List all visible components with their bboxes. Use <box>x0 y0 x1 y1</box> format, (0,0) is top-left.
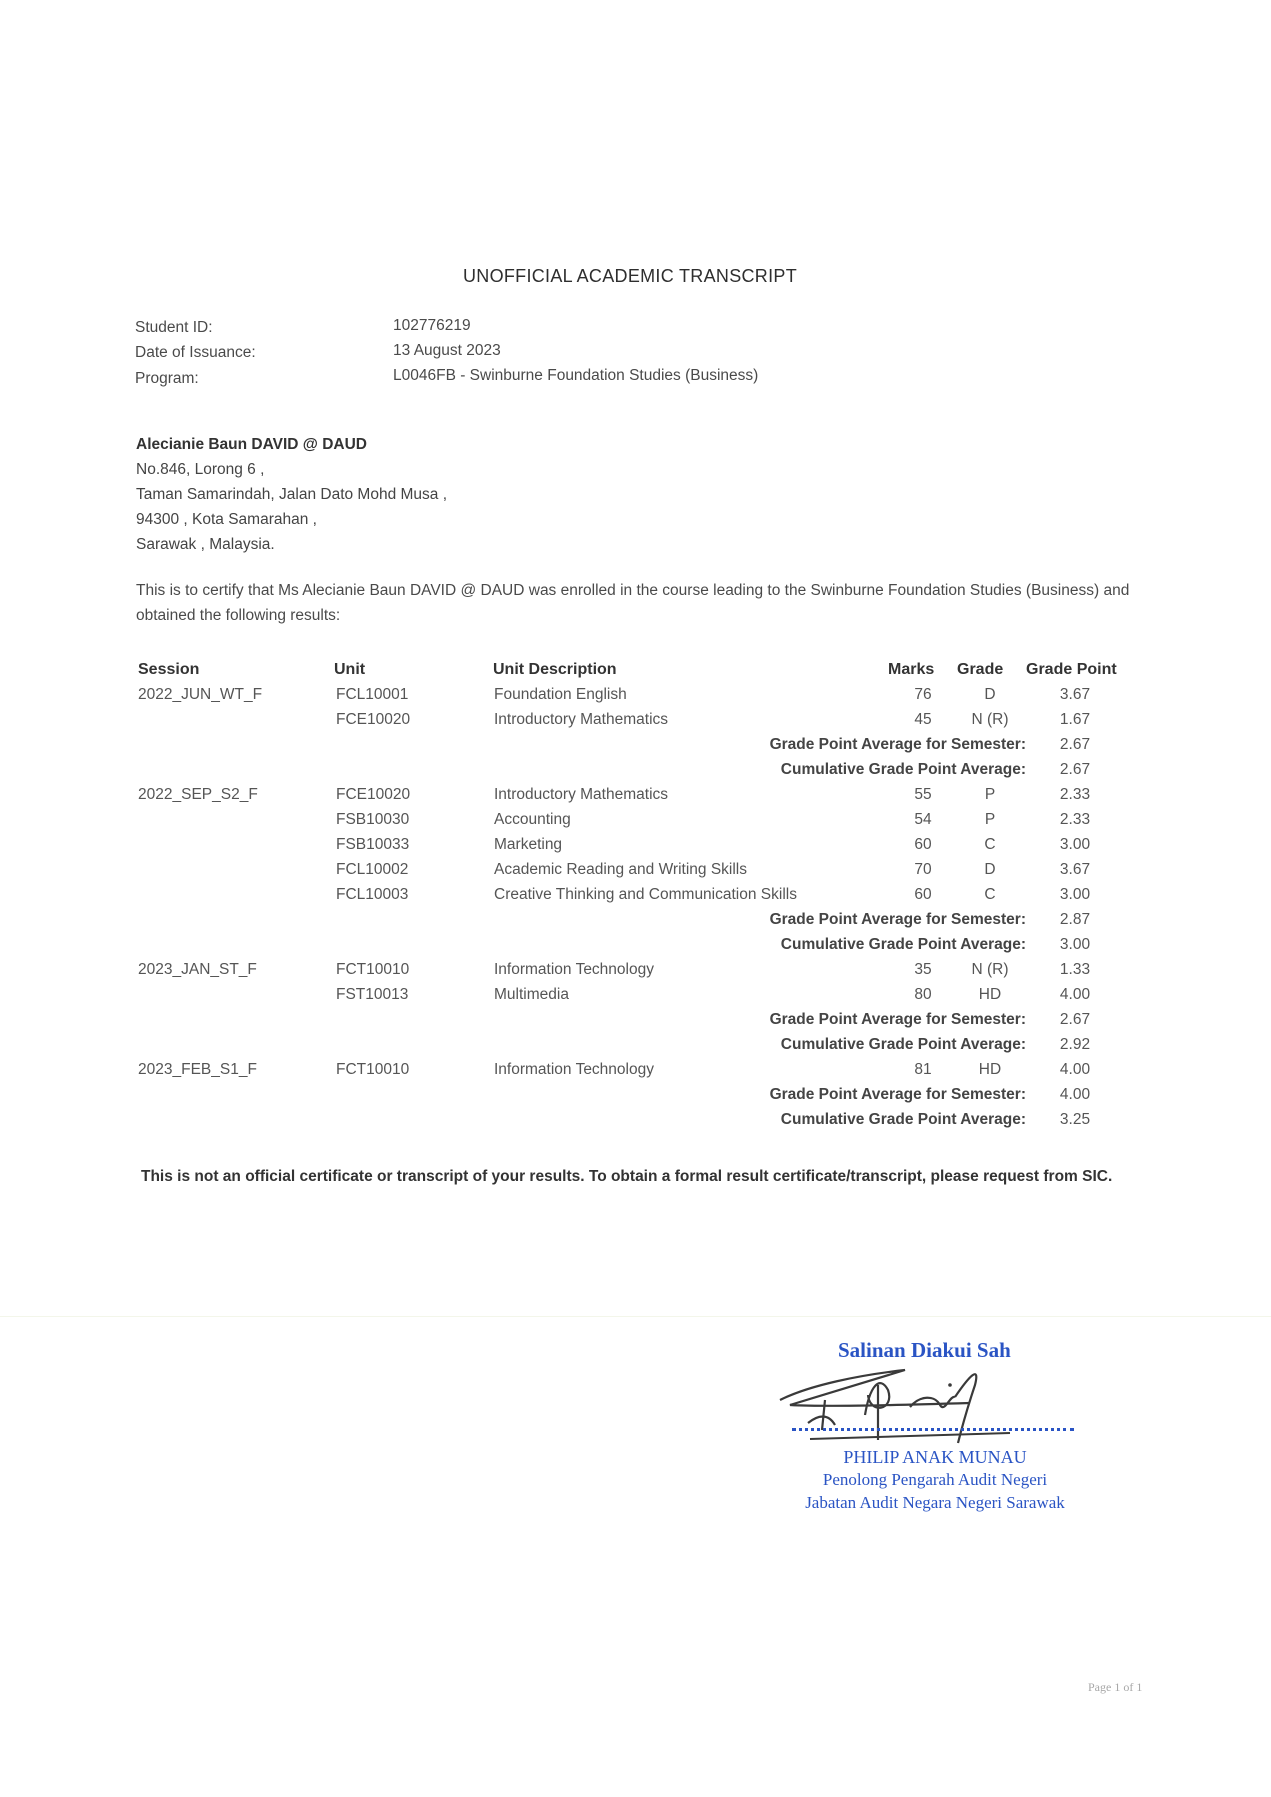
unit-description: Accounting <box>494 811 571 828</box>
unit-marks: 76 <box>914 686 932 703</box>
unit-description: Information Technology <box>494 961 654 978</box>
program-value: L0046FB - Swinburne Foundation Studies (Business) <box>393 367 759 384</box>
unofficial-notice: This is not an official certificate or transcript of your results. To obtain a formal result certificate/transcript, please request from SIC. <box>141 1168 1113 1185</box>
unit-code: FCE10020 <box>336 786 411 803</box>
address-line-2: Taman Samarindah, Jalan Dato Mohd Musa , <box>136 486 448 503</box>
unit-description: Introductory Mathematics <box>494 786 669 803</box>
unit-code: FCL10002 <box>336 861 409 878</box>
cumulative-gpa-value: 3.00 <box>1059 936 1091 953</box>
semester-gpa-value: 2.67 <box>1059 1011 1091 1028</box>
unit-grade: P <box>984 811 996 828</box>
unit-grade: HD <box>978 1061 1002 1078</box>
session-code: 2022_JUN_WT_F <box>138 686 263 703</box>
semester-gpa-value: 2.67 <box>1059 736 1091 753</box>
unit-marks: 55 <box>914 786 932 803</box>
cumulative-gpa-value: 2.67 <box>1059 761 1091 778</box>
issuance-date-label: Date of Issuance: <box>135 344 256 361</box>
unit-marks: 81 <box>914 1061 932 1078</box>
session-code: 2022_SEP_S2_F <box>138 786 258 803</box>
unit-code: FCT10010 <box>336 1061 410 1078</box>
page-number: Page 1 of 1 <box>1088 1680 1143 1694</box>
issuance-date-value: 13 August 2023 <box>393 342 501 359</box>
unit-grade-point: 4.00 <box>1059 1061 1091 1078</box>
semester-gpa-label: Grade Point Average for Semester: <box>769 736 1026 753</box>
address-line-1: No.846, Lorong 6 , <box>136 461 265 478</box>
unit-grade-point: 4.00 <box>1059 986 1091 1003</box>
cumulative-gpa-value: 2.92 <box>1059 1036 1091 1053</box>
session-code: 2023_FEB_S1_F <box>138 1061 257 1078</box>
unit-code: FCL10003 <box>336 886 409 903</box>
unit-marks: 60 <box>914 836 932 853</box>
semester-gpa-label: Grade Point Average for Semester: <box>769 911 1026 928</box>
semester-gpa-label: Grade Point Average for Semester: <box>769 1011 1026 1028</box>
unit-description: Multimedia <box>494 986 569 1003</box>
header-unit: Unit <box>334 661 366 678</box>
semester-gpa-label: Grade Point Average for Semester: <box>769 1086 1026 1103</box>
unit-grade: C <box>984 836 996 853</box>
stamp-position: Penolong Pengarah Audit Negeri <box>822 1470 1048 1489</box>
unit-code: FCL10001 <box>336 686 409 703</box>
unit-marks: 60 <box>914 886 932 903</box>
unit-marks: 80 <box>914 986 932 1003</box>
unit-grade: HD <box>978 986 1002 1003</box>
unit-grade: C <box>984 886 996 903</box>
unit-description: Creative Thinking and Communication Skills <box>494 886 797 903</box>
unit-description: Marketing <box>494 836 563 853</box>
unit-description: Academic Reading and Writing Skills <box>494 861 747 878</box>
unit-code: FCT10010 <box>336 961 410 978</box>
unit-grade-point: 1.33 <box>1059 961 1091 978</box>
unit-grade: N (R) <box>971 711 1009 728</box>
unit-grade: N (R) <box>971 961 1009 978</box>
signature-image <box>770 1355 1030 1445</box>
student-name: Alecianie Baun DAVID @ DAUD <box>136 436 368 453</box>
header-unit-description: Unit Description <box>493 661 617 678</box>
program-label: Program: <box>135 370 199 387</box>
stamp-name: PHILIP ANAK MUNAU <box>843 1447 1027 1467</box>
unit-code: FSB10030 <box>336 811 410 828</box>
cumulative-gpa-value: 3.25 <box>1059 1111 1091 1128</box>
unit-grade-point: 1.67 <box>1059 711 1091 728</box>
unit-code: FST10013 <box>336 986 409 1003</box>
cumulative-gpa-label: Cumulative Grade Point Average: <box>780 1111 1026 1128</box>
session-code: 2023_JAN_ST_F <box>138 961 257 978</box>
certification-text: This is to certify that Ms Alecianie Baun DAVID @ DAUD was enrolled in the course leading to the Swinburne Foundation Studies (Business) and obtained the following results: <box>136 582 1130 624</box>
unit-grade: D <box>984 861 996 878</box>
unit-code: FCE10020 <box>336 711 411 728</box>
scan-artifact-line <box>0 1316 1271 1317</box>
unit-grade: P <box>984 786 996 803</box>
header-grade: Grade <box>957 661 1004 678</box>
header-grade-point: Grade Point <box>1026 661 1117 678</box>
student-id-label: Student ID: <box>135 319 213 336</box>
unit-grade-point: 3.67 <box>1059 861 1091 878</box>
unit-grade-point: 3.67 <box>1059 686 1091 703</box>
unit-grade: D <box>984 686 996 703</box>
stamp-title: Salinan Diakui Sah <box>838 1338 1011 1362</box>
student-id-value: 102776219 <box>393 317 471 334</box>
unit-description: Introductory Mathematics <box>494 711 669 728</box>
unit-marks: 54 <box>914 811 932 828</box>
unit-grade-point: 2.33 <box>1059 786 1091 803</box>
unit-grade-point: 3.00 <box>1059 886 1091 903</box>
header-session: Session <box>138 661 200 678</box>
unit-marks: 35 <box>914 961 932 978</box>
semester-gpa-value: 2.87 <box>1059 911 1091 928</box>
semester-gpa-value: 4.00 <box>1059 1086 1091 1103</box>
unit-grade-point: 3.00 <box>1059 836 1091 853</box>
unit-grade-point: 2.33 <box>1059 811 1091 828</box>
unit-description: Information Technology <box>494 1061 654 1078</box>
unit-marks: 45 <box>914 711 932 728</box>
stamp-dotted-line <box>792 1428 1074 1431</box>
header-marks: Marks <box>888 661 935 678</box>
address-line-4: Sarawak , Malaysia. <box>136 536 275 553</box>
unit-description: Foundation English <box>494 686 627 703</box>
cumulative-gpa-label: Cumulative Grade Point Average: <box>780 936 1026 953</box>
cumulative-gpa-label: Cumulative Grade Point Average: <box>780 1036 1026 1053</box>
stamp-department: Jabatan Audit Negara Negeri Sarawak <box>805 1493 1065 1512</box>
unit-code: FSB10033 <box>336 836 410 853</box>
address-line-3: 94300 , Kota Samarahan , <box>136 511 317 528</box>
cumulative-gpa-label: Cumulative Grade Point Average: <box>780 761 1026 778</box>
document-title: UNOFFICIAL ACADEMIC TRANSCRIPT <box>462 266 798 286</box>
unit-marks: 70 <box>914 861 932 878</box>
